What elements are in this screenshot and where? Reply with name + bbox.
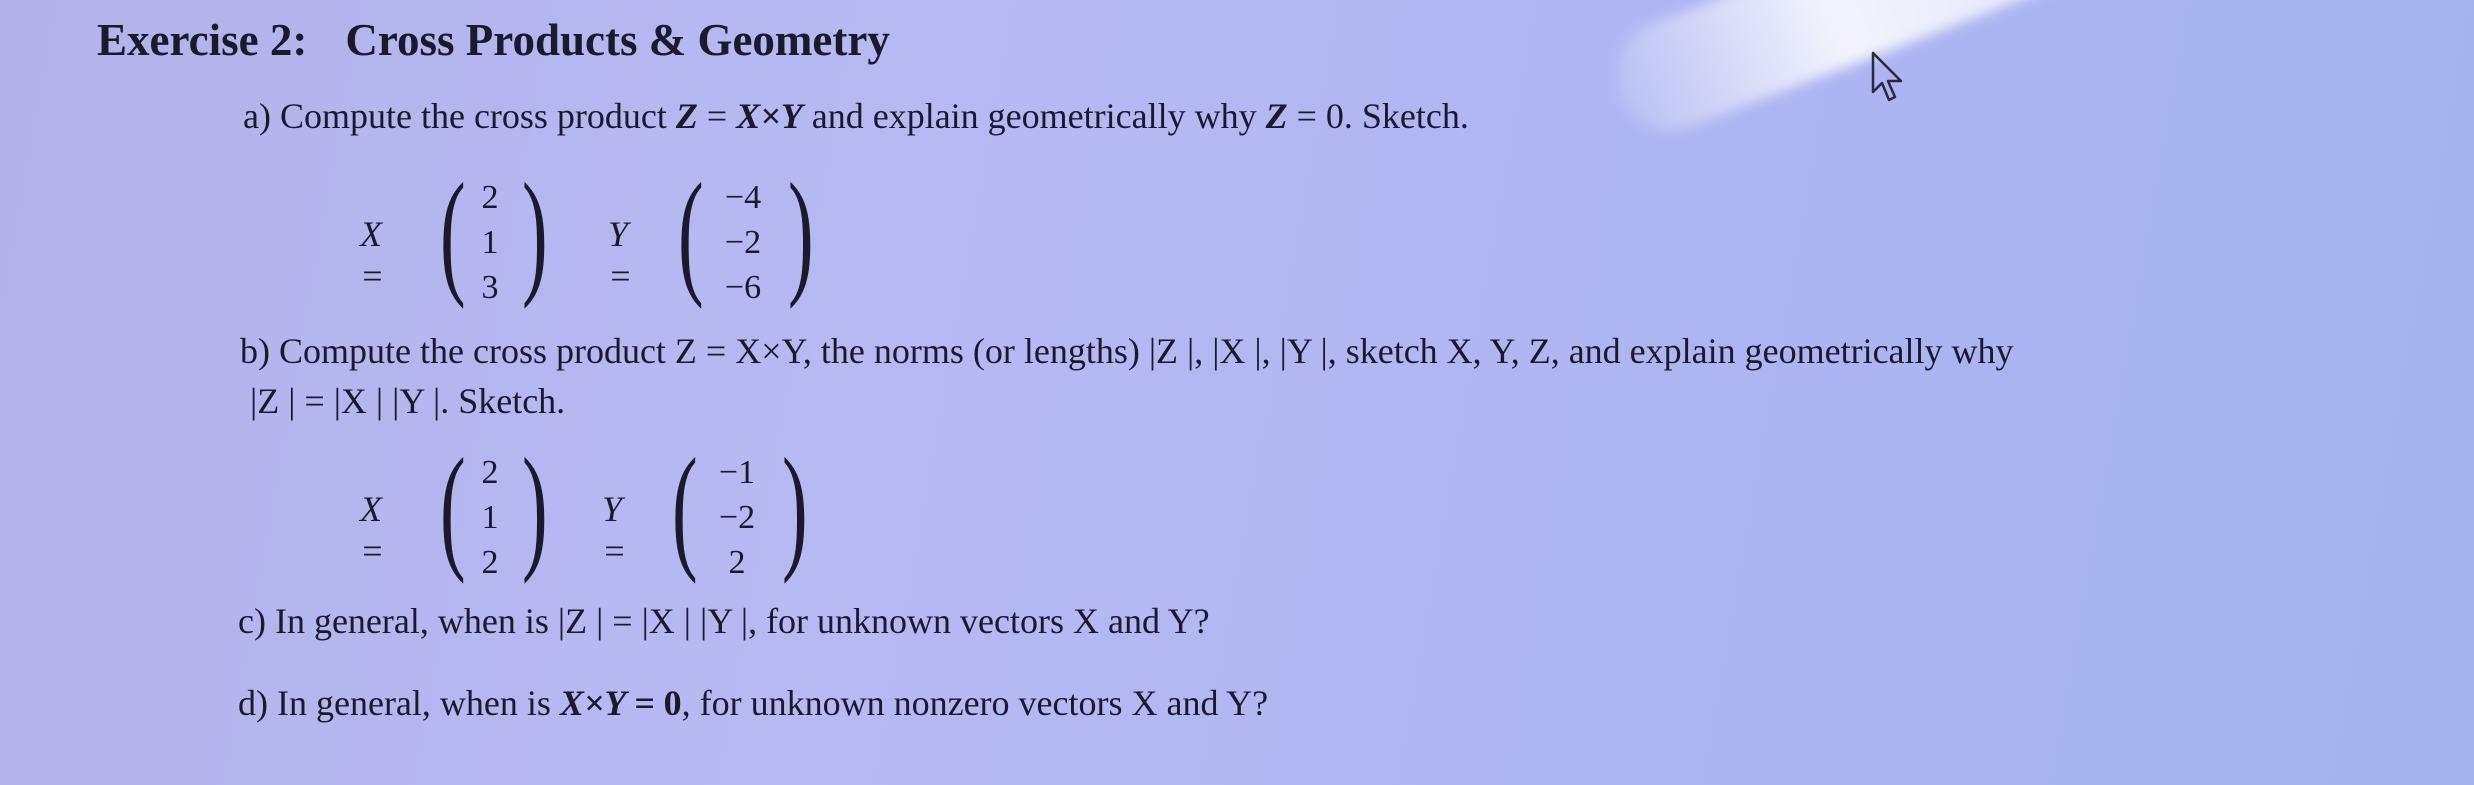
vector-entries [460, 175, 520, 310]
entry: 1 [481, 224, 499, 261]
exercise-title [97, 14, 890, 66]
part-b-text-line2: |Z | = |X | |Y |. Sketch. [250, 381, 566, 421]
right-paren: ) [522, 430, 548, 585]
right-paren: ) [522, 155, 548, 310]
entry: −6 [724, 269, 762, 306]
part-a-text: Compute the cross product [279, 96, 667, 136]
entry: 1 [481, 499, 499, 536]
left-paren: ( [440, 155, 466, 310]
part-c-label: c) [238, 601, 266, 641]
entry: −4 [724, 179, 762, 216]
entry: −2 [718, 499, 756, 536]
zero-vector: 0 [663, 683, 682, 723]
part-b-text-line1: Compute the cross product Z = X×Y, the norms (or lengths) |Z |, |X |, |Y |, sketch X, Y, Z, and explain geometrically why [279, 331, 2014, 371]
part-c-text: In general, when is |Z | = |X | |Y |, for unknown vectors X and Y? [274, 601, 1210, 641]
vector-entries [460, 450, 520, 585]
exercise-number: Exercise 2: [97, 15, 308, 65]
part-a-label: a) [243, 96, 271, 136]
part-d-text-post: , for unknown nonzero vectors X and Y? [681, 683, 1269, 723]
cross-expr: X×Y [736, 96, 803, 136]
exercise-heading: Cross Products & Geometry [345, 15, 890, 65]
part-d-label: d) [238, 683, 268, 723]
entry: 2 [728, 544, 746, 581]
vector-entries [694, 450, 780, 585]
part-b-question [240, 330, 2014, 372]
entry: 2 [481, 544, 499, 581]
vector-name: Y = [608, 214, 633, 296]
entry: 2 [481, 454, 499, 491]
part-d-question [238, 682, 1268, 724]
light-glare [1600, 0, 2349, 146]
vector-name: X = [360, 489, 385, 571]
var-z-2: Z [1265, 96, 1288, 136]
entry: 3 [481, 269, 499, 306]
left-paren: ( [672, 430, 698, 585]
vector-entries [700, 175, 786, 310]
mouse-pointer-icon [1870, 50, 1910, 105]
part-a-text-mid: and explain geometrically why [802, 96, 1266, 136]
part-c-question [238, 600, 1210, 642]
cross-expr-d: X×Y = [559, 683, 664, 723]
left-paren: ( [440, 430, 466, 585]
right-paren: ) [788, 155, 814, 310]
right-paren: ) [782, 430, 808, 585]
part-b-question-line2 [250, 380, 565, 422]
zero-value: 0 [1325, 96, 1344, 136]
part-b-label: b) [240, 331, 270, 371]
entry: −2 [724, 224, 762, 261]
vector-name: Y = [602, 489, 627, 571]
left-paren: ( [678, 155, 704, 310]
entry: 2 [481, 179, 499, 216]
vector-name: X = [360, 214, 385, 296]
equals-sign-2: = [1287, 96, 1326, 136]
part-d-text: In general, when is [277, 683, 560, 723]
var-z: Z [675, 96, 698, 136]
part-a-question [243, 95, 1469, 137]
equals-sign: = [697, 96, 737, 136]
part-a-text-post: . Sketch. [1343, 96, 1469, 136]
entry: −1 [718, 454, 756, 491]
